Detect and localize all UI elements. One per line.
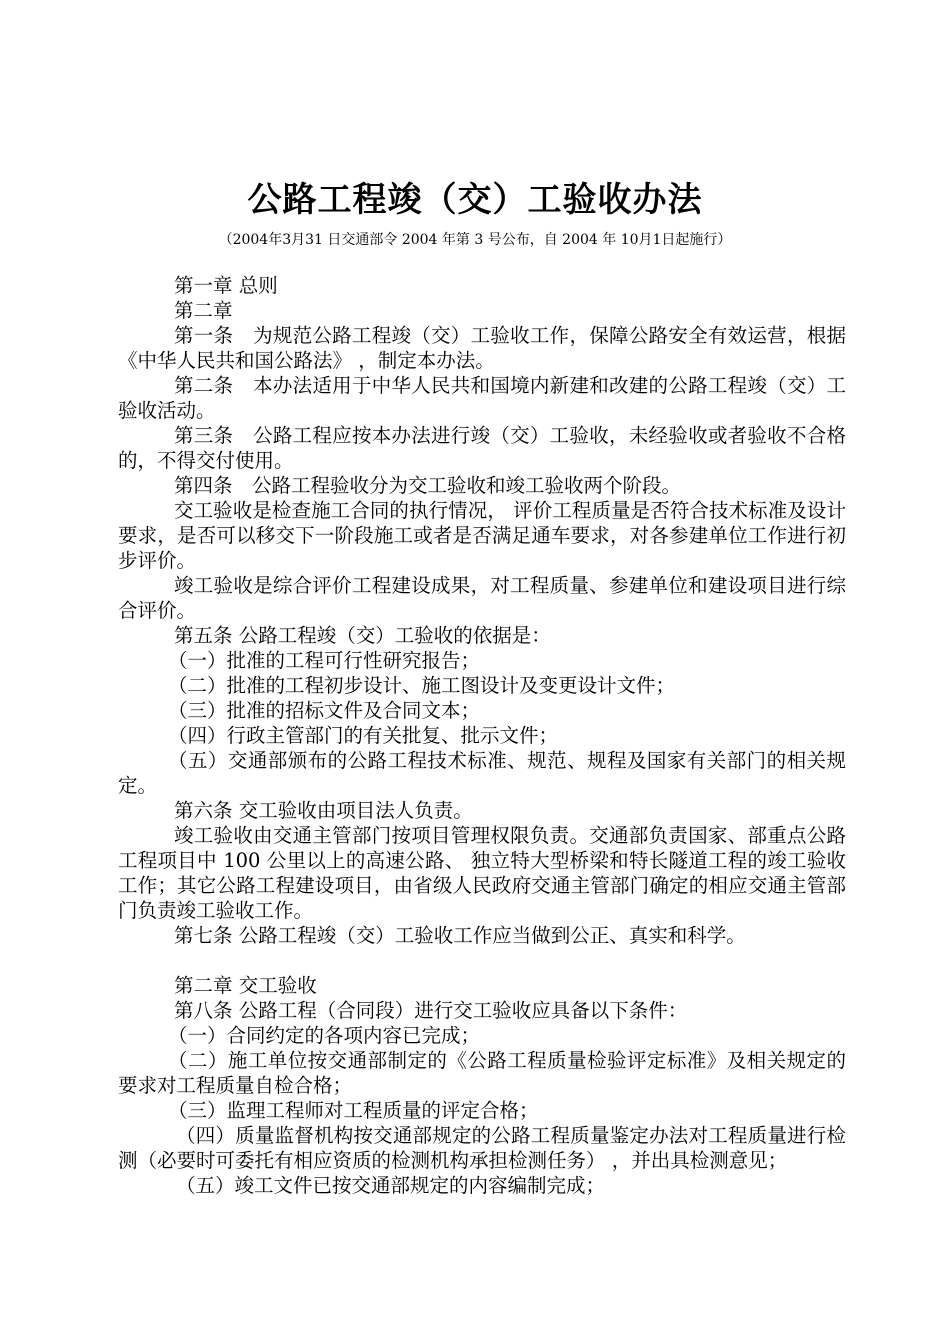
article-paragraph: 第八条 公路工程（合同段）进行交工验收应具备以下条件：: [174, 999, 688, 1022]
body-paragraph: 交工验收是检查施工合同的执行情况， 评价工程质量是否符合技术标准及设计要求，是否可以移交下一阶段施工或者是否满足通车要求，对各参建单位工作进行初步评价。: [118, 499, 846, 572]
paragraph-gap: [118, 948, 846, 973]
list-item: （二）批准的工程初步设计、施工图设计及变更设计文件；: [168, 674, 676, 697]
list-item: （四）行政主管部门的有关批复、批示文件；: [168, 724, 559, 747]
list-item: （二）施工单位按交通部制定的《公路工程质量检验评定标准》及相关规定的要求对工程质量自检合格；: [118, 1049, 846, 1097]
list-item: （五）竣工文件已按交通部规定的内容编制完成；: [176, 1174, 606, 1197]
article-paragraph: 第二条 本办法适用于中华人民共和国境内新建和改建的公路工程竣（交）工验收活动。: [118, 374, 846, 422]
list-item: （三）批准的招标文件及合同文本；: [168, 699, 481, 722]
chapter-heading: 第一章 总则: [174, 274, 278, 297]
article-paragraph: 第七条 公路工程竣（交）工验收工作应当做到公正、真实和科学。: [174, 924, 746, 947]
article-paragraph: 第六条 交工验收由项目法人负责。: [174, 799, 473, 822]
document-body: [118, 273, 846, 1198]
list-item: （四）质量监督机构按交通部规定的公路工程质量鉴定办法对工程质量进行检测（必要时可委托有相应资质的检测机构承担检测任务） ，并出具检测意见；: [118, 1124, 846, 1172]
body-paragraph: 竣工验收由交通主管部门按项目管理权限负责。交通部负责国家、部重点公路工程项目中 100 公里以上的高速公路、 独立特大型桥梁和特长隧道工程的竣工验收工作；其它公路工程建设项目，由省级人民政府交通主管部门确定的相应交通主管部门负责竣工验收工作。: [118, 824, 846, 922]
body-paragraph: 竣工验收是综合评价工程建设成果，对工程质量、参建单位和建设项目进行综合评价。: [118, 574, 846, 622]
list-item: （一）合同约定的各项内容已完成；: [168, 1024, 481, 1047]
chapter-heading: 第二章: [174, 299, 233, 322]
document-title: 公路工程竣（交）工验收办法: [247, 180, 703, 220]
article-paragraph: 第三条 公路工程应按本办法进行竣（交）工验收，未经验收或者验收不合格的，不得交付使用。: [118, 424, 846, 472]
list-item: （五）交通部颁布的公路工程技术标准、规范、规程及国家有关部门的相关规定。: [118, 749, 846, 797]
article-paragraph: 第五条 公路工程竣（交）工验收的依据是：: [174, 624, 551, 647]
document-subtitle: （2004年3月31 日交通部令 2004 年第 3 号公布，自 2004 年 10月1日起施行）: [218, 232, 732, 248]
article-paragraph: 第一条 为规范公路工程竣（交）工验收工作，保障公路安全有效运营，根据《中华人民共和国公路法》 ，制定本办法。: [118, 324, 846, 372]
chapter-heading: 第二章 交工验收: [174, 974, 317, 997]
list-item: （三）监理工程师对工程质量的评定合格；: [168, 1099, 539, 1122]
article-paragraph: 第四条 公路工程验收分为交工验收和竣工验收两个阶段。: [174, 474, 682, 497]
list-item: （一）批准的工程可行性研究报告；: [168, 649, 481, 672]
